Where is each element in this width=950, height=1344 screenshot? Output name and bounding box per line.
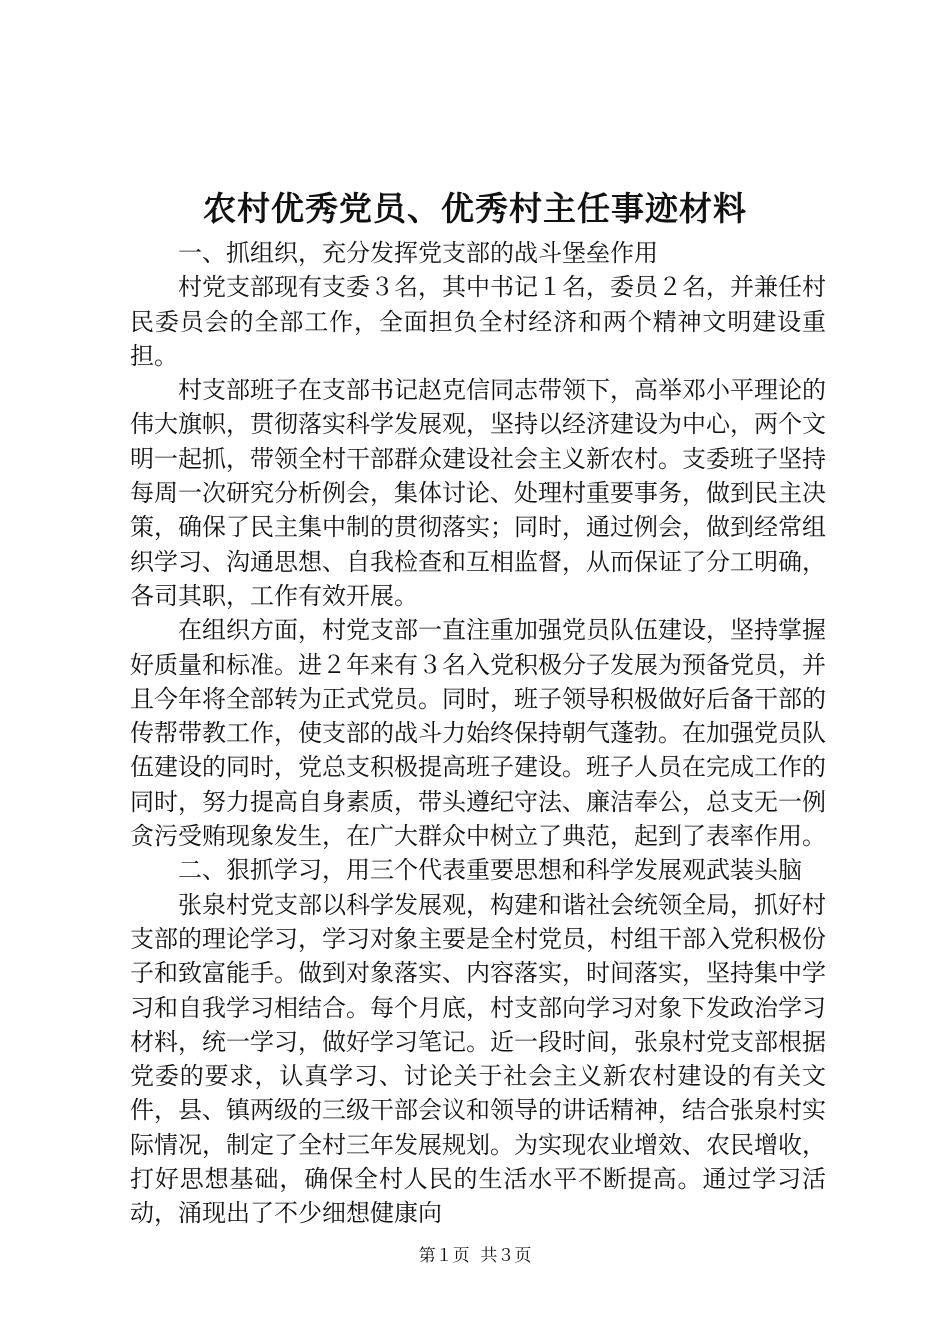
document-body — [130, 236, 826, 1231]
document-title: 农村优秀党员、优秀村主任事迹材料 — [203, 189, 747, 228]
paragraph: 村党支部现有支委３名，其中书记１名，委员２名，并兼任村民委员会的全部工作，全面担负全村经济和两个精神文明建设重担。 — [130, 273, 826, 370]
section-heading-organization: 一、抓组织，充分发挥党支部的战斗堡垒作用 — [178, 239, 658, 267]
paragraph: 张泉村党支部以科学发展观，构建和谐社会统领全局，抓好村支部的理论学习，学习对象主要是全村党员，村组干部入党积极份子和致富能手。做到对象落实、内容落实，时间落实，坚持集中学习和自我学习相结合。每个月底，村支部向学习对象下发政治学习材料，统一学习，做好学习笔记。近一段时间，张泉村党支部根据党委的要求，认真学习、讨论关于社会主义新农村建设的有关文件，县、镇两级的三级干部会议和领导的讲话精神，结合张泉村实际情况，制定了全村三年发展规划。为实现农业增效、农民增收，打好思想基础，确保全村人民的生活水平不断提高。通过学习活动，涌现出了不少细想健康向 — [130, 890, 826, 1228]
paragraph: 在组织方面，村党支部一直注重加强党员队伍建设，坚持掌握好质量和标准。进２年来有３名入党积极分子发展为预备党员，并且今年将全部转为正式党员。同时，班子领导积极做好后备干部的传帮带教工作，使支部的战斗力始终保持朝气蓬勃。在加强党员队伍建设的同时，党总支积极提高班子建设。班子人员在完成工作的同时，努力提高自身素质，带头遵纪守法、廉洁奉公，总支无一例贪污受贿现象发生，在广大群众中树立了典范，起到了表率作用。 — [130, 616, 826, 851]
section-heading-study: 二、狠抓学习，用三个代表重要思想和科学发展观武装头脑 — [178, 856, 802, 885]
page-footer: 第１页 共３页 — [418, 1246, 532, 1266]
paragraph: 村支部班子在支部书记赵克信同志带领下，高举邓小平理论的伟大旗帜，贯彻落实科学发展观，坚持以经济建设为中心，两个文明一起抓，带领全村干部群众建设社会主义新农村。支委班子坚持每周一次研究分析例会，集体讨论、处理村重要事务，做到民主决策，确保了民主集中制的贯彻落实；同时，通过例会，做到经常组织学习、沟通思想、自我检查和互相监督，从而保证了分工明确，各司其职，工作有效开展。 — [130, 376, 826, 610]
